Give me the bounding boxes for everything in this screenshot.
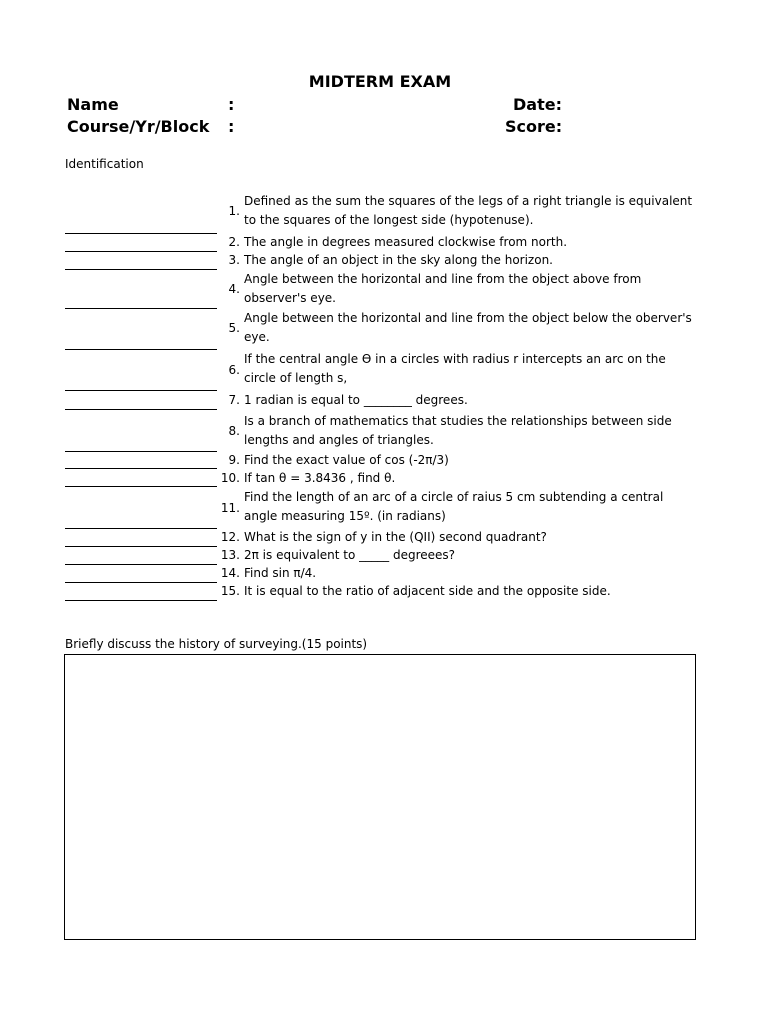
answer-blank-3[interactable] (65, 269, 217, 270)
answer-blank-8[interactable] (65, 451, 217, 452)
name-colon: : (228, 95, 235, 114)
name-label: Name (67, 95, 119, 114)
question-number-6: 6. (228, 363, 240, 377)
answer-blank-15[interactable] (65, 600, 217, 601)
question-number-12: 12. (220, 530, 240, 544)
question-number-10: 10. (220, 471, 240, 485)
question-text-9: Find the exact value of cos (-2π/3) (244, 453, 449, 467)
question-text-13: 2π is equivalent to _____ degreees? (244, 548, 456, 562)
question-text-5: Angle between the horizontal and line from the object below the oberver's eye. (244, 311, 692, 344)
question-number-14: 14. (220, 566, 240, 580)
answer-blank-6[interactable] (65, 390, 217, 391)
answer-blank-9[interactable] (65, 468, 217, 469)
answer-blank-2[interactable] (65, 251, 217, 252)
question-text-10: If tan θ = 3.8436 , find θ. (244, 471, 396, 485)
question-text-4: Angle between the horizontal and line from the object above from observer's eye. (244, 272, 642, 305)
score-label: Score: (505, 117, 563, 136)
answer-blank-13[interactable] (65, 564, 217, 565)
identification-heading: Identification (65, 157, 144, 171)
answer-blank-1[interactable] (65, 233, 217, 234)
question-number-15: 15. (220, 584, 240, 598)
question-text-2: The angle in degrees measured clockwise from north. (244, 235, 568, 249)
question-number-4: 4. (228, 282, 240, 296)
question-number-8: 8. (228, 424, 240, 438)
answer-blank-5[interactable] (65, 349, 217, 350)
essay-prompt: Briefly discuss the history of surveying.(15 points) (65, 637, 368, 651)
question-number-5: 5. (228, 321, 240, 335)
answer-blank-12[interactable] (65, 546, 217, 547)
question-number-9: 9. (228, 453, 240, 467)
answer-blank-14[interactable] (65, 582, 217, 583)
answer-blank-10[interactable] (65, 486, 217, 487)
question-number-2: 2. (228, 235, 240, 249)
question-text-11: Find the length of an arc of a circle of raius 5 cm subtending a central angle measuring 15º. (in radians) (244, 490, 664, 523)
question-text-1: Defined as the sum the squares of the legs of a right triangle is equivalent to the squares of the longest side (hypotenuse). (244, 194, 693, 227)
answer-blank-4[interactable] (65, 308, 217, 309)
question-number-3: 3. (228, 253, 240, 267)
question-text-15: It is equal to the ratio of adjacent side and the opposite side. (244, 584, 611, 598)
question-text-8: Is a branch of mathematics that studies the relationships between side lengths and angles of triangles. (244, 414, 672, 447)
question-number-7: 7. (228, 393, 240, 407)
course-colon: : (228, 117, 235, 136)
essay-answer-box[interactable] (64, 654, 696, 940)
question-text-14: Find sin π/4. (244, 566, 317, 580)
question-text-6: If the central angle ϴ in a circles with radius r intercepts an arc on the circle of length s, (244, 352, 666, 385)
question-text-12: What is the sign of y in the (QII) second quadrant? (244, 530, 547, 544)
answer-blank-11[interactable] (65, 528, 217, 529)
course-label: Course/Yr/Block (67, 117, 210, 136)
question-number-1: 1. (228, 204, 240, 218)
question-text-7: 1 radian is equal to ________ degrees. (244, 393, 468, 407)
exam-title: MIDTERM EXAM (308, 72, 452, 91)
answer-blank-7[interactable] (65, 409, 217, 410)
date-label: Date: (513, 95, 562, 114)
question-number-11: 11. (220, 501, 240, 515)
question-number-13: 13. (220, 548, 240, 562)
question-text-3: The angle of an object in the sky along the horizon. (244, 253, 553, 267)
